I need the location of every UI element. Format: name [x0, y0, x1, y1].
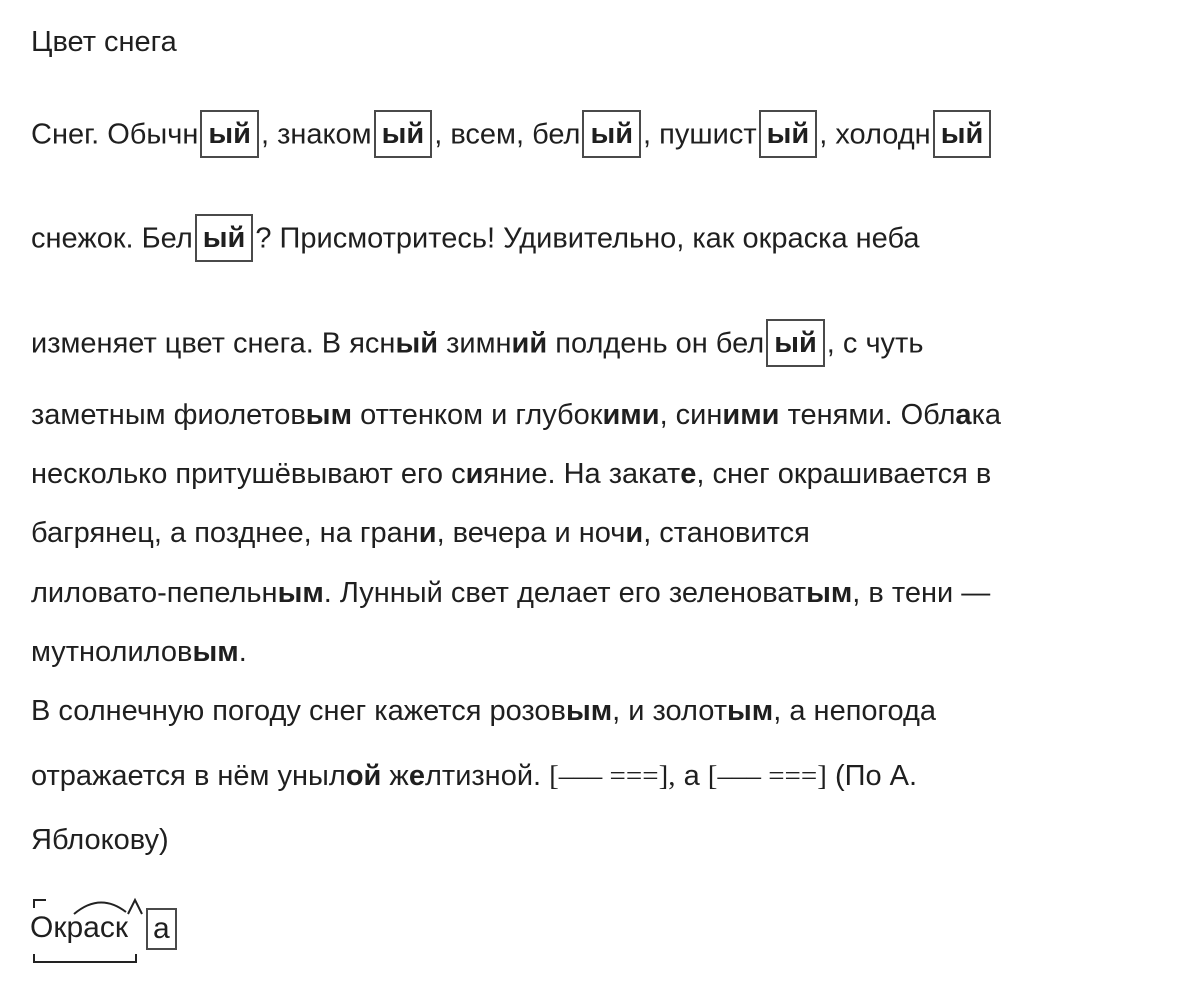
text-fragment: , знаком: [260, 118, 372, 151]
bold-ending: ым: [727, 695, 774, 727]
text-fragment: , и золот: [612, 695, 728, 727]
text-fragment: , а непогода: [773, 695, 937, 727]
ending-box: ый: [759, 110, 818, 158]
ending-box: ый: [195, 214, 254, 262]
bold-ending: ым: [565, 695, 613, 727]
text-fragment: , холодн: [819, 118, 931, 151]
bold-ending: ой: [345, 760, 382, 792]
ending-box: ый: [933, 110, 992, 158]
text-fragment: , с чуть: [826, 327, 924, 360]
text-fragment: яние. На закат: [483, 458, 681, 490]
morph-stem: Окраск: [30, 911, 128, 944]
bold-ending: ым: [806, 577, 853, 609]
text-fragment: отражается в нём уныл: [31, 760, 346, 792]
bold-letter: и: [625, 517, 644, 549]
text-fragment: ка: [971, 399, 1002, 431]
ending-box: ый: [374, 110, 433, 158]
text-fragment: , снег окрашивается в: [696, 458, 992, 490]
ending-box: ый: [582, 110, 641, 158]
text-line-9: [31, 693, 936, 729]
text-fragment: Снег. Обычн: [31, 118, 199, 151]
text-fragment: мутнолилов: [31, 636, 193, 668]
text-fragment: снежок. Бел: [31, 222, 193, 255]
bold-ending: ым: [192, 636, 239, 668]
text-line-6: [31, 515, 810, 551]
page-title: Цвет снега: [31, 26, 177, 58]
sentence-scheme: [––– ===]: [707, 760, 827, 792]
prefix-mark: [34, 900, 46, 908]
text-line-7: [31, 575, 990, 611]
bold-ending: ым: [305, 399, 353, 431]
morphemic-analysis: [30, 890, 200, 970]
text-fragment: Яблокову): [31, 824, 169, 856]
text-fragment: лтизной.: [424, 760, 550, 792]
text-line-11: [31, 822, 169, 858]
ending-box: ый: [200, 110, 259, 158]
text-line-8: [31, 634, 247, 670]
text-line-3: [31, 321, 923, 369]
text-fragment: ? Присмотритесь! Удивительно, как окраска неба: [255, 222, 920, 255]
text-line-10: [31, 758, 917, 794]
text-fragment: изменяет цвет снега. В ясн: [31, 327, 396, 360]
bold-ending: ым: [277, 577, 324, 609]
text-fragment: лиловато-пепельн: [31, 577, 278, 609]
text-fragment: .: [238, 636, 247, 668]
bold-ending: ий: [511, 327, 548, 360]
text-fragment: ж: [381, 760, 409, 792]
text-fragment: , вечера и ноч: [436, 517, 626, 549]
text-fragment: несколько притушёвывают его с: [31, 458, 466, 490]
text-fragment: зимн: [438, 327, 512, 360]
bold-ending: ый: [395, 327, 439, 360]
ending-box: ый: [766, 319, 825, 367]
bold-letter: и: [465, 458, 484, 490]
morph-ending-box: а: [146, 908, 177, 950]
text-fragment: , син: [659, 399, 723, 431]
text-line-2: [31, 216, 920, 264]
text-fragment: В солнечную погоду снег кажется розов: [31, 695, 566, 727]
text-fragment: оттенком и глубок: [352, 399, 603, 431]
text-fragment: (По А.: [826, 760, 918, 792]
text-fragment: , становится: [643, 517, 810, 549]
bold-letter: е: [408, 760, 425, 792]
text-fragment: а: [675, 760, 708, 792]
text-fragment: , в тени —: [852, 577, 991, 609]
bold-ending: ими: [602, 399, 660, 431]
bold-letter: е: [680, 458, 697, 490]
suffix-mark: [128, 900, 142, 914]
stem-underline: [34, 954, 136, 962]
text-fragment: тенями. Обл: [779, 399, 956, 431]
text-line-1: [31, 112, 993, 160]
text-fragment: , всем, бел: [434, 118, 581, 151]
text-line-4: [31, 397, 1001, 433]
bold-letter: а: [955, 399, 972, 431]
sentence-scheme: [––– ===],: [549, 760, 676, 792]
bold-letter: и: [418, 517, 437, 549]
text-fragment: , пушист: [643, 118, 757, 151]
text-fragment: . Лунный свет делает его зеленоват: [323, 577, 807, 609]
text-fragment: полдень он бел: [547, 327, 765, 360]
text-fragment: заметным фиолетов: [31, 399, 306, 431]
bold-ending: ими: [722, 399, 780, 431]
text-line-5: [31, 456, 991, 492]
text-fragment: багрянец, а позднее, на гран: [31, 517, 419, 549]
